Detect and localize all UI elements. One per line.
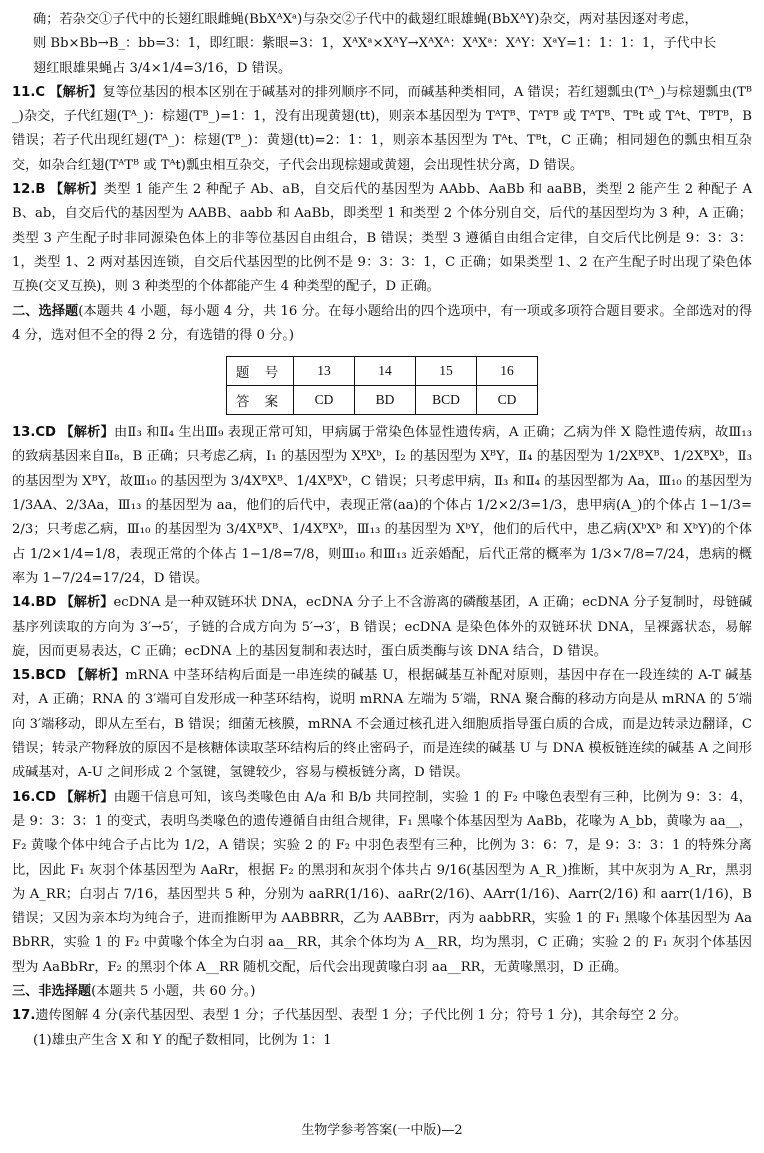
table-row-numbers <box>227 357 538 386</box>
question-17 <box>12 1004 752 1028</box>
continued-line-2: 则 Bb×Bb→B_：bb=3：1，即红眼：紫眼=3：1，XᴬXᵃ×XᴬY→XᴬXᴬ：XᴬXᵃ：XᴬY：XᵃY=1：1：1：1，子代中长 <box>33 36 717 52</box>
question-14 <box>12 591 752 664</box>
answer-letter: CD <box>35 425 56 441</box>
analysis-text: ecDNA 是一种双链环状 DNA，ecDNA 分子上不含游离的磷酸基团，A 正确；ecDNA 分子复制时，母链碱基序列读取的方向为 3′→5′，子链的合成方向为 5′→3′，B 错误；ecDNA 是染色体外的双链环状 DNA，呈裸露状态，易解旋，因而更易表达，C 正确；ecDNA 上的基因复制和表达时，蛋白质类酶与该 DNA 结合，D 错误。 <box>12 595 753 659</box>
question-11 <box>12 81 752 178</box>
question-number: 14. <box>12 595 36 611</box>
section-title: 二、选择题 <box>12 303 79 319</box>
table-row-answers <box>227 386 538 415</box>
analysis-tag: 【解析】 <box>49 182 104 198</box>
table-cell: CD <box>294 386 355 415</box>
page-content <box>12 8 752 1053</box>
table-cell: CD <box>477 386 538 415</box>
answer-table <box>226 356 538 415</box>
question-number: 16. <box>12 789 36 805</box>
section-description: (本题共 5 小题，共 60 分。) <box>91 983 256 999</box>
question-number: 13. <box>12 425 36 441</box>
table-cell: BCD <box>416 386 477 415</box>
analysis-tag: 【解析】 <box>49 84 103 100</box>
question-12 <box>12 178 752 299</box>
section-description: (本题共 4 小题，每小题 4 分，共 16 分。在每小题给出的四个选项中，有一项或多项符合题目要求。全部选对的得 4 分，选对但不全的得 2 分，有选错的得 0 分。) <box>12 303 753 343</box>
question-17-part-1: (1)雄虫产生含 X 和 Y 的配子数相同，比例为 1：1 <box>33 1032 332 1048</box>
question-number: 12. <box>12 182 36 198</box>
scoring-note: 遗传图解 4 分(亲代基因型、表型 1 分；子代基因型、表型 1 分；子代比例 1 分；符号 1 分)，其余每空 2 分。 <box>35 1008 687 1024</box>
table-header-number: 题 号 <box>227 357 294 386</box>
analysis-tag: 【解析】 <box>60 789 114 805</box>
answer-letter: C <box>35 84 46 100</box>
table-cell: 14 <box>355 357 416 386</box>
section-title: 三、非选择题 <box>12 983 92 999</box>
table-header-answer: 答 案 <box>227 386 294 415</box>
question-13 <box>12 421 752 591</box>
table-cell: 13 <box>294 357 355 386</box>
table-cell: BD <box>355 386 416 415</box>
question-number: 17. <box>12 1008 36 1024</box>
analysis-tag: 【解析】 <box>60 425 114 441</box>
answer-letter: CD <box>35 789 56 805</box>
page-footer: 生物学参考答案(一中版)—2 <box>301 1123 463 1138</box>
answer-letter: BD <box>35 595 57 611</box>
question-number: 11. <box>12 84 36 100</box>
analysis-text: 由Ⅱ₃ 和Ⅱ₄ 生出Ⅲ₉ 表现正常可知，甲病属于常染色体显性遗传病，A 正确；乙病为伴 X 隐性遗传病，故Ⅲ₁₃ 的致病基因来自Ⅱ₈，B 正确；只考虑乙病，Ⅰ₁ 的基因型为 XᴮXᵇ，Ⅰ₂ 的基因型为 XᴮY，Ⅱ₄ 的基因型为 1/2XᴮXᴮ、1/2XᴮXᵇ，Ⅱ₃ 的基因型为 XᴮY，故Ⅲ₁₀ 的基因型为 3/4XᴮXᴮ、1/4XᴮXᵇ，C 错误；只考虑甲病，Ⅱ₃ 和Ⅱ₄ 的基因型都为 Aa，Ⅲ₁₀ 的基因型为 1/3AA、2/3Aa，Ⅲ₁₃ 的基因型为 aa，他们的后代中，表现正常(aa)的个体占 1/2×2/3=1/3，患甲病(A_)的个体占 1−1/3=2/3；只考虑乙病，Ⅲ₁₀ 的基因型为 3/4XᴮXᴮ、1/4XᴮXᵇ，Ⅲ₁₃ 的基因型为 XᵇY，他们的后代中，患乙病(XᵇXᵇ 和 XᵇY)的个体占 1/2×1/4=1/8，表现正常的个体占 1−1/8=7/8，则Ⅲ₁₀ 和Ⅲ₁₃ 近亲婚配，后代正常的概率为 1/3×7/8=7/24，患病的概率为 1−7/24=17/24，D 错误。 <box>12 425 753 586</box>
continued-line-1: 确；若杂交①子代中的长翅红眼雌蝇(BbXᴬXᵃ)与杂交②子代中的截翅红眼雄蝇(BbXᴬY)杂交，两对基因逐对考虑， <box>33 12 698 27</box>
section-3-heading <box>12 980 752 1004</box>
analysis-text: 复等位基因的根本区别在于碱基对的排列顺序不同，而碱基种类相同，A 错误；若红翅瓢虫(Tᴬ_)与棕翅瓢虫(Tᴮ_)杂交，子代红翅(Tᴬ_)：棕翅(Tᴮ_)=1：1，没有出现黄翅(tt)，则亲本基因型为 TᴬTᴮ、TᴬTᴮ 或 TᴬTᴮ、Tᴮt 或 Tᴬt、TᴮTᴮ，B 错误；若子代出现红翅(Tᴬ_)：棕翅(Tᴮ_)：黄翅(tt)=2：1：1，则亲本基因型为 Tᴬt、Tᴮt，C 正确；相同翅色的瓢虫相互杂交，如杂合红翅(TᴬTᴮ 或 Tᴬt)瓢虫相互杂交，子代会出现棕翅或黄翅，会出现性状分离，D 错误。 <box>12 84 752 173</box>
answer-letter: B <box>35 182 46 198</box>
table-cell: 16 <box>477 357 538 386</box>
analysis-text: 由题干信息可知，该鸟类喙色由 A/a 和 B/b 共同控制，实验 1 的 F₂ 中喙色表型有三种，比例为 9：3：4，是 9：3：3：1 的变式，表明鸟类喙色的遗传遵循自由组合规律，F₁ 黑喙个体基因型为 AaBb，花喙为 A_bb，黄喙为 aa__，F₂ 黄喙个体中纯合子占比为 1/2，A 错误；实验 2 的 F₂ 中羽色表型有三种，比例为 3：6：7，是 9：3：3：1 的特殊分离比，因此 F₁ 灰羽个体基因型为 AaRr，根据 F₂ 的黑羽和灰羽个体共占 9/16(基因型为 A_R_)推断，其中灰羽为 A_Rr，黑羽为 A_RR；白羽占 7/16，基因型共 5 种，分别为 aaRR(1/16)、aaRr(2/16)、AArr(1/16)、Aarr(2/16) 和 aarr(1/16)，B 错误；又因为亲本均为纯合子，进而推断甲为 AABBRR，乙为 AABBrr，丙为 aabbRR，实验 1 的 F₁ 黑喙个体基因型为 AaBbRR，实验 1 的 F₂ 中黄喙个体全为白羽 aa__RR，其余个体均为 A__RR，均为黑羽，C 正确；实验 2 的 F₁ 灰羽个体基因型为 AaBbRr，F₂ 的黑羽个体 A__RR 随机交配，后代会出现黄喙白羽 aa__RR，无黄喙黑羽，D 正确。 <box>12 789 752 975</box>
analysis-text: mRNA 中茎环结构后面是一串连续的碱基 U，根据碱基互补配对原则，基因中存在一段连续的 A-T 碱基对，A 正确；RNA 的 3′端可自发形成一种茎环结构，说明 mRNA 左端为 5′端，RNA 聚合酶的移动方向是从 mRNA 的 5′端向 3′端移动，即从左至右，B 错误；细菌无核膜，mRNA 不会通过核孔进入细胞质指导蛋白质的合成，而是边转录边翻译，C 错误；转录产物释放的原因不是核糖体读取茎环结构后的终止密码子，而是连续的碱基 U 与 DNA 模板链连续的碱基 A 之间形成碱基对，A-U 之间形成 2 个氢键，氢键较少，容易与模板链分离，D 错误。 <box>12 668 752 781</box>
question-16 <box>12 786 752 980</box>
table-cell: 15 <box>416 357 477 386</box>
analysis-text: 类型 1 能产生 2 种配子 Ab、aB，自交后代的基因型为 AAbb、AaBb 和 aaBB，类型 2 能产生 2 种配子 AB、ab，自交后代的基因型为 AABB、aabb 和 AaBb，即类型 1 和类型 2 个体分别自交，后代的基因型均为 3 种，A 正确；类型 3 产生配子时非同源染色体上的非等位基因自由组合，B 错误；类型 3 遵循自由组合定律，自交后代比例是 9：3：3：1，类型 1、2 两对基因连锁，自交后代基因型的比例不是 9：3：3：1，C 正确；如果类型 1、2 在产生配子时出现了染色体互换(交叉互换)，则 3 种类型的个体都能产生 4 种类型的配子，D 正确。 <box>12 182 752 295</box>
continued-line-3: 翅红眼雄果蝇占 3/4×1/4=3/16，D 错误。 <box>33 60 292 76</box>
question-number: 15. <box>12 668 36 684</box>
analysis-tag: 【解析】 <box>70 668 126 684</box>
analysis-tag: 【解析】 <box>60 595 114 611</box>
question-15 <box>12 664 752 785</box>
answer-letter: BCD <box>35 668 67 684</box>
section-2-heading <box>12 300 752 349</box>
